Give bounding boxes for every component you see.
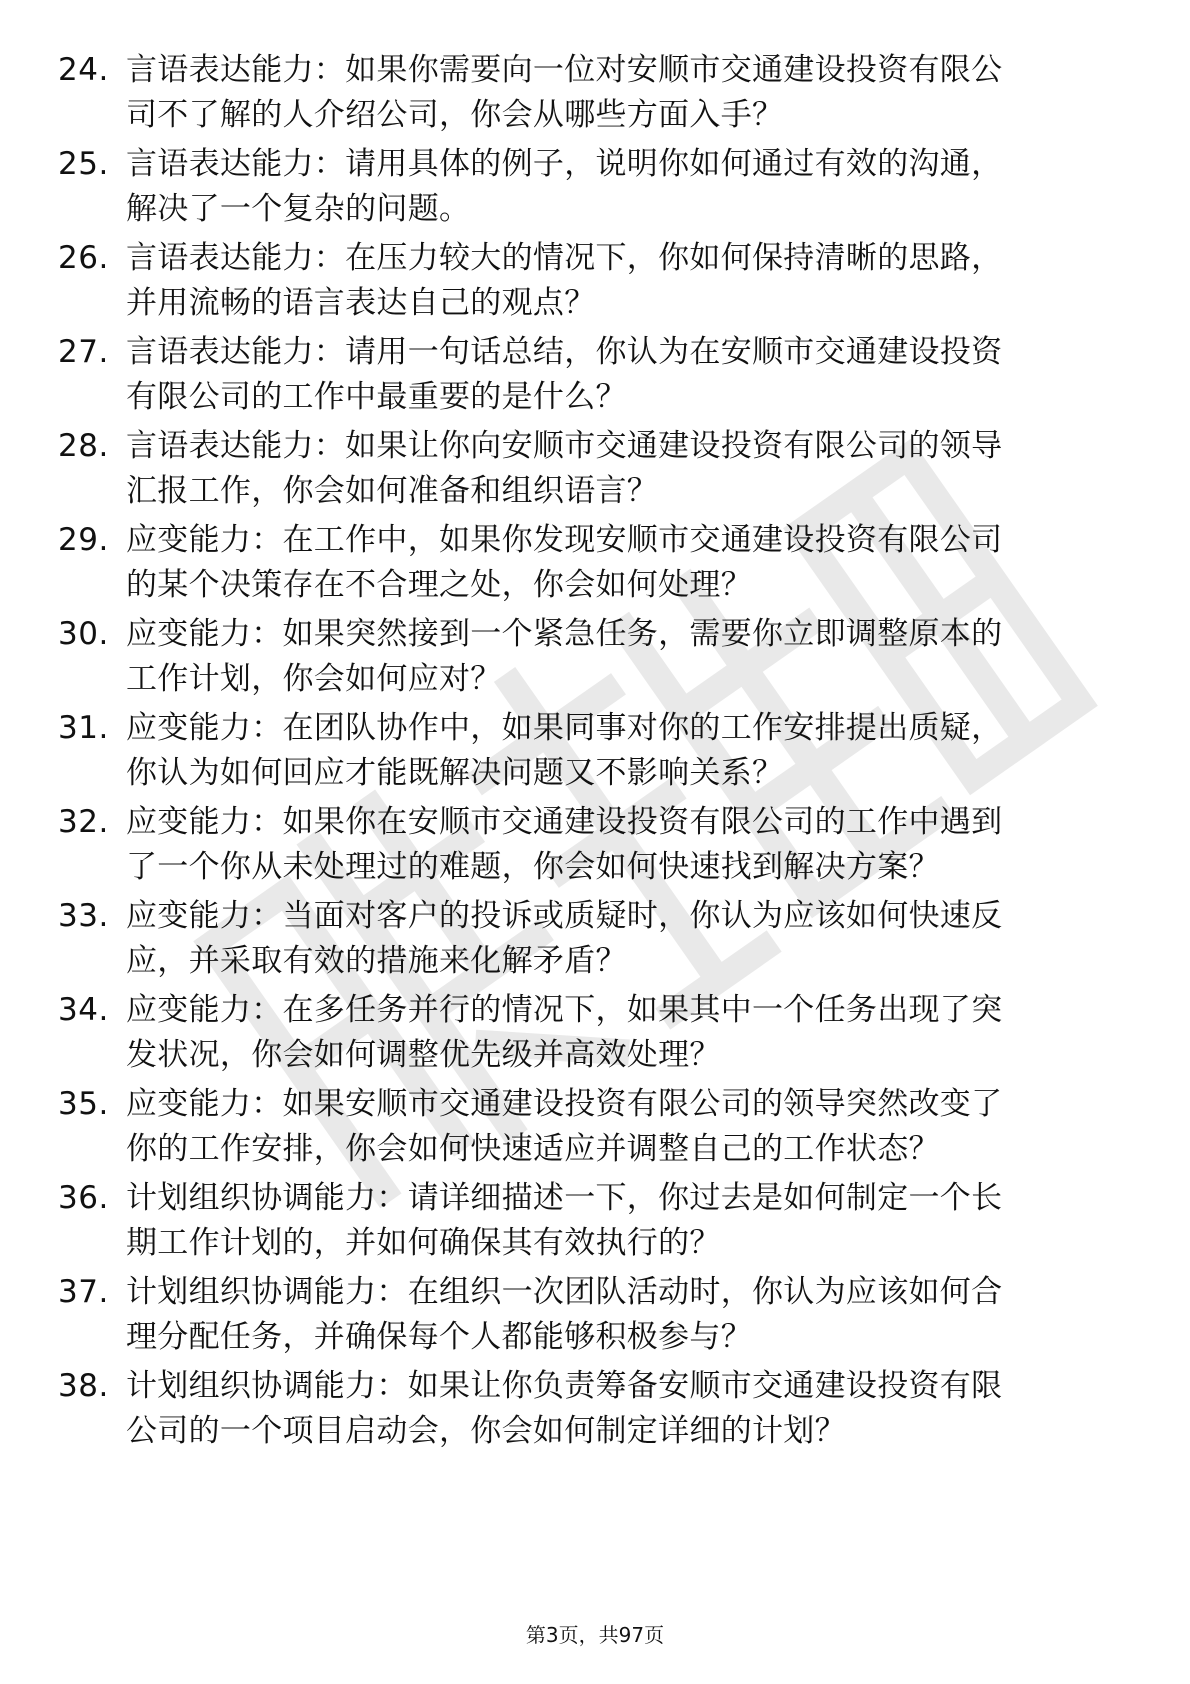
- question-text: [126, 706, 1116, 796]
- list-item: [0, 706, 1190, 800]
- question-line: 言语表达能力：如果你需要向一位对安顺市交通建设投资有限公: [126, 52, 1003, 88]
- question-text: [126, 330, 1116, 420]
- question-line: 言语表达能力：如果让你向安顺市交通建设投资有限公司的领导: [126, 428, 1003, 464]
- question-number: 25.: [58, 146, 109, 182]
- list-item: [0, 142, 1190, 236]
- list-item: [0, 1176, 1190, 1270]
- list-item: [0, 894, 1190, 988]
- list-item: [0, 1082, 1190, 1176]
- question-number: 32.: [58, 804, 109, 840]
- question-text: [126, 1176, 1116, 1266]
- question-number: 26.: [58, 240, 109, 276]
- list-item: [0, 988, 1190, 1082]
- question-line: 应变能力：当面对客户的投诉或质疑时，你认为应该如何快速反: [126, 898, 1003, 934]
- question-line: 有限公司的工作中最重要的是什么？: [126, 379, 627, 415]
- question-line: 汇报工作，你会如何准备和组织语言？: [126, 473, 659, 509]
- question-text: [126, 1364, 1116, 1454]
- list-item: [0, 424, 1190, 518]
- question-line: 计划组织协调能力：在组织一次团队活动时，你认为应该如何合: [126, 1274, 1003, 1310]
- question-line: 计划组织协调能力：请详细描述一下，你过去是如何制定一个长: [126, 1180, 1003, 1216]
- question-number: 29.: [58, 522, 109, 558]
- question-line: 计划组织协调能力：如果让你负责筹备安顺市交通建设投资有限: [126, 1368, 1003, 1404]
- question-text: [126, 424, 1116, 514]
- question-line: 应变能力：在多任务并行的情况下，如果其中一个任务出现了突: [126, 992, 1003, 1028]
- question-line: 你认为如何回应才能既解决问题又不影响关系？: [126, 755, 784, 791]
- question-line: 了一个你从未处理过的难题，你会如何快速找到解决方案？: [126, 849, 940, 885]
- question-line: 期工作计划的，并如何确保其有效执行的？: [126, 1225, 721, 1261]
- list-item: [0, 1364, 1190, 1458]
- question-line: 司不了解的人介绍公司，你会从哪些方面入手？: [126, 97, 784, 133]
- question-line: 公司的一个项目启动会，你会如何制定详细的计划？: [126, 1413, 846, 1449]
- question-line: 应变能力：在工作中，如果你发现安顺市交通建设投资有限公司: [126, 522, 1003, 558]
- list-item: [0, 518, 1190, 612]
- question-number: 36.: [58, 1180, 109, 1216]
- question-line: 应变能力：在团队协作中，如果同事对你的工作安排提出质疑，: [126, 710, 1003, 746]
- question-text: [126, 1270, 1116, 1360]
- question-line: 言语表达能力：请用一句话总结，你认为在安顺市交通建设投资: [126, 334, 1003, 370]
- question-line: 发状况，你会如何调整优先级并高效处理？: [126, 1037, 721, 1073]
- question-line: 应，并采取有效的措施来化解矛盾？: [126, 943, 627, 979]
- question-number: 37.: [58, 1274, 109, 1310]
- question-number: 33.: [58, 898, 109, 934]
- question-text: [126, 894, 1116, 984]
- question-line: 的某个决策存在不合理之处，你会如何处理？: [126, 567, 752, 603]
- question-line: 你的工作安排，你会如何快速适应并调整自己的工作状态？: [126, 1131, 940, 1167]
- list-item: [0, 612, 1190, 706]
- question-line: 理分配任务，并确保每个人都能够积极参与？: [126, 1319, 752, 1355]
- list-item: [0, 330, 1190, 424]
- question-line: 工作计划，你会如何应对？: [126, 661, 502, 697]
- question-number: 38.: [58, 1368, 109, 1404]
- question-text: [126, 612, 1116, 702]
- list-item: [0, 236, 1190, 330]
- question-number: 30.: [58, 616, 109, 652]
- question-number: 24.: [58, 52, 109, 88]
- question-line: 应变能力：如果你在安顺市交通建设投资有限公司的工作中遇到: [126, 804, 1003, 840]
- question-text: [126, 518, 1116, 608]
- question-line: 并用流畅的语言表达自己的观点？: [126, 285, 596, 321]
- list-item: [0, 800, 1190, 894]
- question-number: 34.: [58, 992, 109, 1028]
- question-line: 言语表达能力：请用具体的例子，说明你如何通过有效的沟通，: [126, 146, 1003, 182]
- question-text: [126, 236, 1116, 326]
- list-item: [0, 1270, 1190, 1364]
- question-line: 解决了一个复杂的问题。: [126, 191, 471, 227]
- page-footer: 第3页，共97页: [525, 1623, 665, 1647]
- question-text: [126, 142, 1116, 232]
- question-line: 应变能力：如果安顺市交通建设投资有限公司的领导突然改变了: [126, 1086, 1003, 1122]
- question-text: [126, 1082, 1116, 1172]
- question-text: [126, 988, 1116, 1078]
- question-list: [0, 48, 1190, 1458]
- question-line: 应变能力：如果突然接到一个紧急任务，需要你立即调整原本的: [126, 616, 1003, 652]
- question-number: 28.: [58, 428, 109, 464]
- question-number: 27.: [58, 334, 109, 370]
- question-text: [126, 48, 1116, 138]
- question-number: 35.: [58, 1086, 109, 1122]
- question-text: [126, 800, 1116, 890]
- question-line: 言语表达能力：在压力较大的情况下，你如何保持清晰的思路，: [126, 240, 1003, 276]
- question-number: 31.: [58, 710, 109, 746]
- list-item: [0, 48, 1190, 142]
